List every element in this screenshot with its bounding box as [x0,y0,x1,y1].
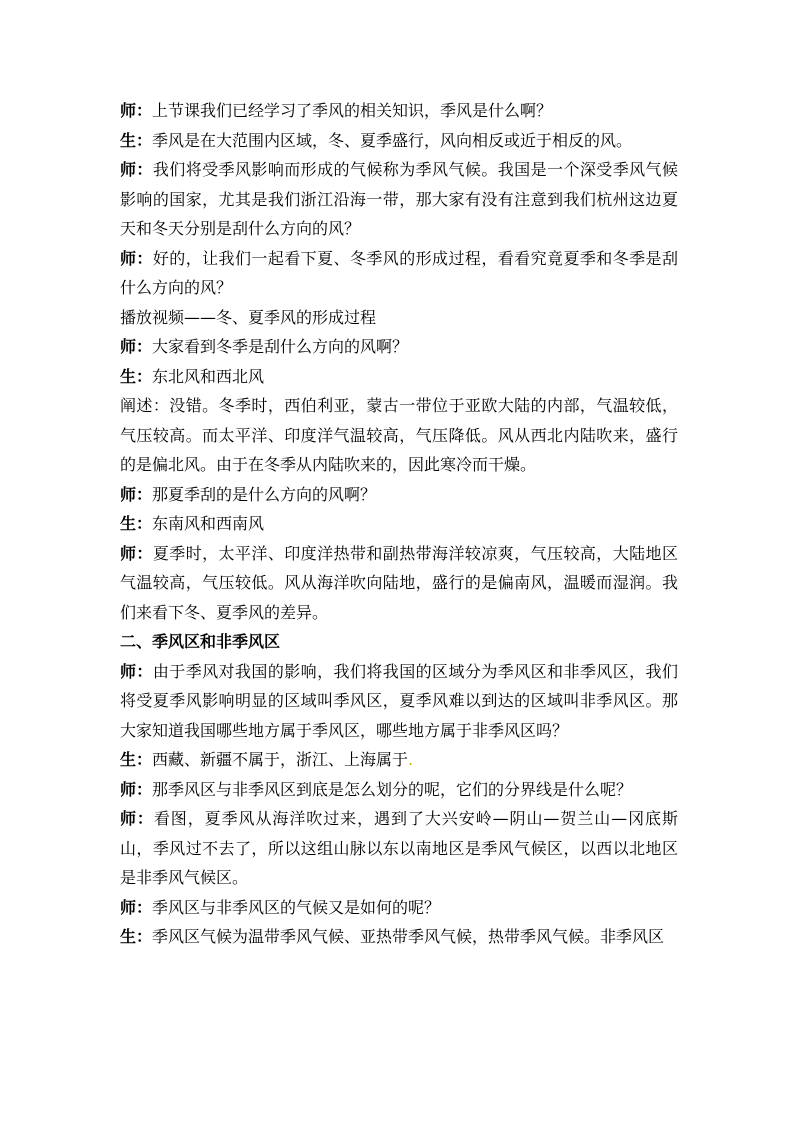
speaker-label: 生： [120,514,153,533]
dialogue-line [120,244,678,303]
speaker-label: 师： [120,809,154,828]
speaker-label: 生： [120,927,153,946]
dialogue-text: 东北风和西北风 [152,366,265,386]
dialogue-line [120,126,678,156]
dialogue-text: 看图，夏季风从海洋吹过来，遇到了大兴安岭—阴山—贺兰山—冈底斯山，季风过不去了，所以这组山脉以东以南地区是季风气候区，以西以北地区是非季风气候区。 [120,809,678,887]
section-heading: 二、季风区和非季风区 [120,632,281,651]
dialogue-line [120,539,678,628]
dialogue-text: 季风区气候为温带季风气候、亚热带季风气候，热带季风气候。非季风区 [152,927,665,946]
speaker-label: 师： [120,248,153,268]
dialogue-line [120,657,678,746]
speaker-label: 师： [120,101,153,120]
dialogue-text: 我们将受季风影响而形成的气候称为季风气候。我国是一个深受季风气候影响的国家，尤其是我们浙江沿海一带，那大家有没有注意到我们杭州这边夏天和冬天分别是刮什么方向的风？ [120,160,678,238]
dialogue-text: 好的，让我们一起看下夏、冬季风的形成过程，看看究竟夏季和冬季是刮什么方向的风？ [120,248,678,297]
dialogue-line [120,362,678,392]
dialogue-line [120,480,678,510]
dialogue-text: 那季风区与非季风区到底是怎么划分的呢，它们的分界线是什么呢？ [152,779,633,799]
dialogue-text: 那夏季刮的是什么方向的风啊？ [152,484,377,504]
dialogue-line [120,775,678,805]
stage-direction [120,303,678,333]
dialogue-text: 西藏、新疆不属于，浙江、上海属于 [152,750,409,769]
speaker-label: 师： [120,543,153,563]
speaker-label: 师： [120,337,153,356]
speaker-label: 生： [120,366,153,386]
dialogue-text: 阐述：没错。冬季时，西伯利亚，蒙古一带位于亚欧大陆的内部，气温较低，气压较高。而太平洋、印度洋气温较高，气压降低。风从西北内陆吹来，盛行的是偏北风。由于在冬季从内陆吹来的，因此寒冷而干燥。 [120,396,678,474]
speaker-label: 生： [120,130,153,150]
speaker-label: 师： [120,779,153,799]
dialogue-line [120,96,678,126]
dialogue-text: 由于季风对我国的影响，我们将我国的区域分为季风区和非季风区，我们将受夏季风影响明显的区域叫季风区，夏季风难以到达的区域叫非季风区。那大家知道我国哪些地方属于季风区，哪些地方属于非季风区吗？ [120,661,678,740]
dialogue-text: 东南风和西南风 [152,514,265,533]
trailing-mark: . [408,750,414,769]
dialogue-text: 大家看到冬季是刮什么方向的风啊？ [152,337,409,356]
dialogue-text: 上节课我们已经学习了季风的相关知识，季风是什么啊？ [152,101,553,120]
dialogue-line [120,155,678,244]
dialogue-text: 季风是在大范围内区域，冬、夏季盛行，风向相反或近于相反的风。 [152,130,633,150]
dialogue-line [120,745,678,775]
speaker-label: 师： [120,661,153,681]
dialogue-line [120,804,678,893]
dialogue-line [120,509,678,539]
document-page [120,96,678,952]
dialogue-text: 季风区与非季风区的气候又是如何的呢？ [152,897,441,917]
speaker-label: 师： [120,160,153,179]
dialogue-line [120,332,678,362]
speaker-label: 师： [120,897,153,917]
dialogue-text: 夏季时，太平洋、印度洋热带和副热带海洋较凉爽，气压较高，大陆地区气温较高，气压较低。风从海洋吹向陆地，盛行的是偏南风，温暖而湿润。我们来看下冬、夏季风的差异。 [120,543,678,622]
explanation-paragraph [120,391,678,480]
dialogue-line [120,893,678,923]
dialogue-line [120,922,678,952]
speaker-label: 生： [120,750,153,769]
dialogue-text: 播放视频——冬、夏季风的形成过程 [120,307,377,327]
speaker-label: 师： [120,484,153,504]
